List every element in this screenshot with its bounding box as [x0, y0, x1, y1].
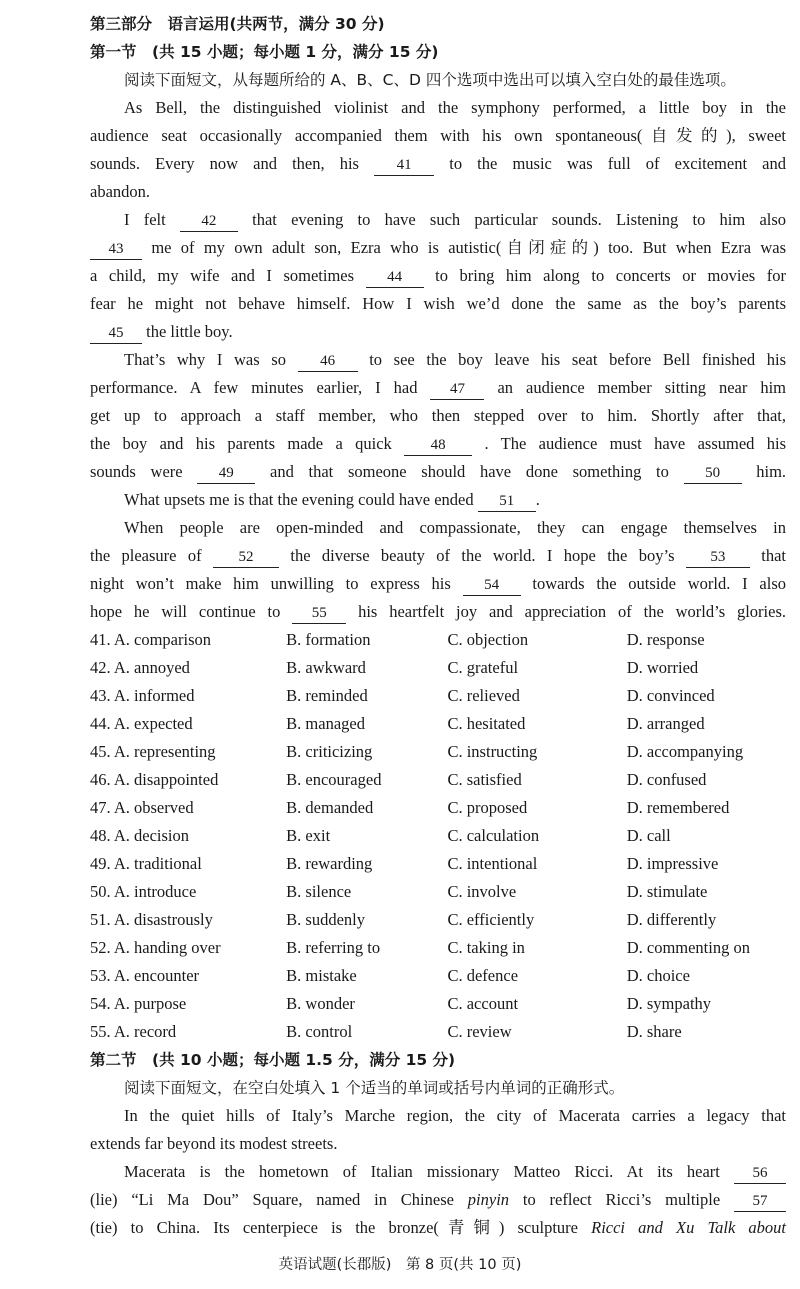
- option-c[interactable]: C. satisfied: [447, 770, 522, 789]
- blank-49: 49: [197, 463, 255, 484]
- option-a[interactable]: 45. A. representing: [90, 742, 216, 761]
- text-line: (lie) “Li Ma Dou” Square, named in Chinese pinyin to reflect Ricci’s multiple 57: [90, 1186, 786, 1214]
- part-1-header: 第一节 (共 15 小题；每小题 1 分，满分 15 分): [90, 43, 439, 61]
- text-line: fear he might not behave himself. How I wish we’d done the same as the boy’s parents: [90, 294, 786, 313]
- option-a[interactable]: 53. A. encounter: [90, 966, 200, 985]
- option-d[interactable]: D. accompanying: [626, 742, 744, 761]
- passage-paragraph-3: [90, 346, 786, 486]
- option-c[interactable]: C. efficiently: [447, 910, 535, 929]
- option-b[interactable]: B. reminded: [286, 686, 368, 705]
- option-a[interactable]: 48. A. decision: [90, 826, 189, 845]
- option-a[interactable]: 47. A. observed: [90, 798, 194, 817]
- blank-48: 48: [404, 435, 472, 456]
- option-c[interactable]: C. objection: [447, 630, 529, 649]
- option-d[interactable]: D. arranged: [626, 714, 705, 733]
- option-d[interactable]: D. share: [626, 1022, 682, 1041]
- passage-paragraph-5: [90, 514, 786, 626]
- option-b[interactable]: B. awkward: [286, 658, 366, 677]
- option-b[interactable]: B. referring to: [286, 938, 381, 957]
- text-line: When people are open-minded and compassionate, they can engage themselves in: [124, 518, 786, 537]
- option-b[interactable]: B. criticizing: [286, 742, 373, 761]
- option-b[interactable]: B. encouraged: [286, 770, 382, 789]
- option-d[interactable]: D. sympathy: [626, 994, 712, 1013]
- option-b[interactable]: B. suddenly: [286, 910, 365, 929]
- text-line: night won’t make him unwilling to express his 54 towards the outside world. I also: [90, 570, 786, 598]
- option-c[interactable]: C. hesitated: [447, 714, 526, 733]
- text-line: abandon.: [90, 182, 151, 201]
- text-line: 45 the little boy.: [90, 318, 786, 346]
- option-a[interactable]: 55. A. record: [90, 1022, 177, 1041]
- blank-56: 56: [734, 1163, 786, 1184]
- option-c[interactable]: C. instructing: [447, 742, 538, 761]
- option-a[interactable]: 42. A. annoyed: [90, 658, 190, 677]
- options-row-53: [90, 962, 786, 990]
- option-d[interactable]: D. differently: [626, 910, 717, 929]
- option-b[interactable]: B. rewarding: [286, 854, 373, 873]
- blank-41: 41: [374, 155, 434, 176]
- option-a[interactable]: 51. A. disastrously: [90, 910, 213, 929]
- option-a[interactable]: 44. A. expected: [90, 714, 193, 733]
- blank-51: 51: [478, 491, 536, 512]
- option-b[interactable]: B. managed: [286, 714, 365, 733]
- option-a[interactable]: 49. A. traditional: [90, 854, 202, 873]
- exam-page: [90, 10, 786, 1242]
- blank-44: 44: [366, 267, 424, 288]
- option-c[interactable]: C. proposed: [447, 798, 528, 817]
- section-3-header: 第三部分 语言运用(共两节，满分 30 分): [90, 15, 385, 33]
- text-line: sounds. Every now and then, his 41 to the music was full of excitement and: [90, 150, 786, 178]
- options-row-47: [90, 794, 786, 822]
- option-c[interactable]: C. taking in: [447, 938, 525, 957]
- text-line: That’s why I was so 46 to see the boy leave his seat before Bell finished his: [90, 346, 786, 374]
- options-row-51: [90, 906, 786, 934]
- options-row-55: [90, 1018, 786, 1046]
- blank-53: 53: [686, 547, 750, 568]
- option-b[interactable]: B. demanded: [286, 798, 374, 817]
- option-c[interactable]: C. calculation: [447, 826, 540, 845]
- option-c[interactable]: C. review: [447, 1022, 512, 1041]
- text-line: sounds were 49 and that someone should have done something to 50 him.: [90, 458, 786, 486]
- option-d[interactable]: D. response: [626, 630, 705, 649]
- options-row-41: [90, 626, 786, 654]
- options-row-45: [90, 738, 786, 766]
- blank-42: 42: [180, 211, 238, 232]
- blank-52: 52: [213, 547, 279, 568]
- blank-45: 45: [90, 323, 142, 344]
- blank-57: 57: [734, 1191, 786, 1212]
- text-line: As Bell, the distinguished violinist and the symphony performed, a little boy in the: [124, 98, 786, 117]
- text-line: Macerata is the hometown of Italian missionary Matteo Ricci. At its heart 56: [90, 1158, 786, 1186]
- options-row-54: [90, 990, 786, 1018]
- blank-55: 55: [292, 603, 346, 624]
- part-2-header: 第二节 (共 10 小题；每小题 1.5 分，满分 15 分): [90, 1051, 456, 1069]
- options-row-43: [90, 682, 786, 710]
- blank-54: 54: [463, 575, 521, 596]
- options-row-44: [90, 710, 786, 738]
- text-line: get up to approach a staff member, who then stepped over to him. Shortly after that,: [90, 406, 786, 425]
- passage-paragraph-1: [90, 94, 786, 206]
- options-row-50: [90, 878, 786, 906]
- text-line: the boy and his parents made a quick 48 . The audience must have assumed his: [90, 430, 786, 458]
- option-b[interactable]: B. silence: [286, 882, 352, 901]
- text-line: audience seat occasionally accompanied them with his own spontaneous(自发的), sweet: [90, 126, 786, 145]
- blank-50: 50: [684, 463, 742, 484]
- option-c[interactable]: C. involve: [447, 882, 517, 901]
- grammar-passage: [90, 1102, 786, 1242]
- option-c[interactable]: C. defence: [447, 966, 519, 985]
- option-a[interactable]: 41. A. comparison: [90, 630, 211, 649]
- passage-paragraph-4: What upsets me is that the evening could have ended 51 .: [90, 486, 786, 514]
- options-row-49: [90, 850, 786, 878]
- option-d[interactable]: D. commenting on: [626, 938, 750, 957]
- option-d[interactable]: D. worried: [626, 658, 699, 677]
- text-line: performance. A few minutes earlier, I had 47 an audience member sitting near him: [90, 374, 786, 402]
- blank-47: 47: [430, 379, 484, 400]
- option-a[interactable]: 52. A. handing over: [90, 938, 221, 957]
- part-2-instruction: 阅读下面短文，在空白处填入 1 个适当的单词或括号内单词的正确形式。: [124, 1079, 625, 1097]
- option-c[interactable]: C. relieved: [447, 686, 520, 705]
- option-d[interactable]: D. impressive: [626, 854, 719, 873]
- text-line: hope he will continue to 55 his heartfelt joy and appreciation of the world’s glories.: [90, 598, 786, 626]
- text-line: a child, my wife and I sometimes 44 to bring him along to concerts or movies for: [90, 262, 786, 290]
- text-line: the pleasure of 52 the diverse beauty of the world. I hope the boy’s 53 that: [90, 542, 786, 570]
- text-line: 43 me of my own adult son, Ezra who is autistic(自闭症的) too. But when Ezra was: [90, 234, 786, 262]
- option-a[interactable]: 43. A. informed: [90, 686, 195, 705]
- options-row-42: [90, 654, 786, 682]
- option-b[interactable]: B. formation: [286, 630, 371, 649]
- page-footer: 英语试题(长郡版) 第 8 页(共 10 页): [278, 1257, 522, 1273]
- blank-43: 43: [90, 239, 142, 260]
- option-d[interactable]: D. convinced: [626, 686, 715, 705]
- text-line: I felt 42 that evening to have such particular sounds. Listening to him also: [90, 206, 786, 234]
- text-line: In the quiet hills of Italy’s Marche region, the city of Macerata carries a legacy that: [124, 1106, 786, 1125]
- options-row-46: [90, 766, 786, 794]
- options-row-52: [90, 934, 786, 962]
- option-d[interactable]: D. remembered: [626, 798, 730, 817]
- option-d[interactable]: D. call: [626, 826, 671, 845]
- option-b[interactable]: B. mistake: [286, 966, 357, 985]
- option-c[interactable]: C. grateful: [447, 658, 519, 677]
- option-b[interactable]: B. exit: [286, 826, 331, 845]
- text-line: (tie) to China. Its centerpiece is the bronze(青铜) sculpture Ricci and Xu Talk about: [90, 1218, 786, 1237]
- options-row-48: [90, 822, 786, 850]
- options-list: [90, 626, 786, 1046]
- option-a[interactable]: 50. A. introduce: [90, 882, 197, 901]
- part-1-instruction: 阅读下面短文，从每题所给的 A、B、C、D 四个选项中选出可以填入空白处的最佳选项。: [124, 71, 736, 89]
- option-b[interactable]: B. wonder: [286, 994, 355, 1013]
- option-b[interactable]: B. control: [286, 1022, 353, 1041]
- option-d[interactable]: D. stimulate: [626, 882, 708, 901]
- passage-paragraph-2: [90, 206, 786, 346]
- blank-46: 46: [298, 351, 358, 372]
- option-c[interactable]: C. intentional: [447, 854, 538, 873]
- option-d[interactable]: D. confused: [626, 770, 707, 789]
- option-a[interactable]: 46. A. disappointed: [90, 770, 219, 789]
- text-line: extends far beyond its modest streets.: [90, 1134, 338, 1153]
- option-d[interactable]: D. choice: [626, 966, 690, 985]
- option-a[interactable]: 54. A. purpose: [90, 994, 187, 1013]
- option-c[interactable]: C. account: [447, 994, 519, 1013]
